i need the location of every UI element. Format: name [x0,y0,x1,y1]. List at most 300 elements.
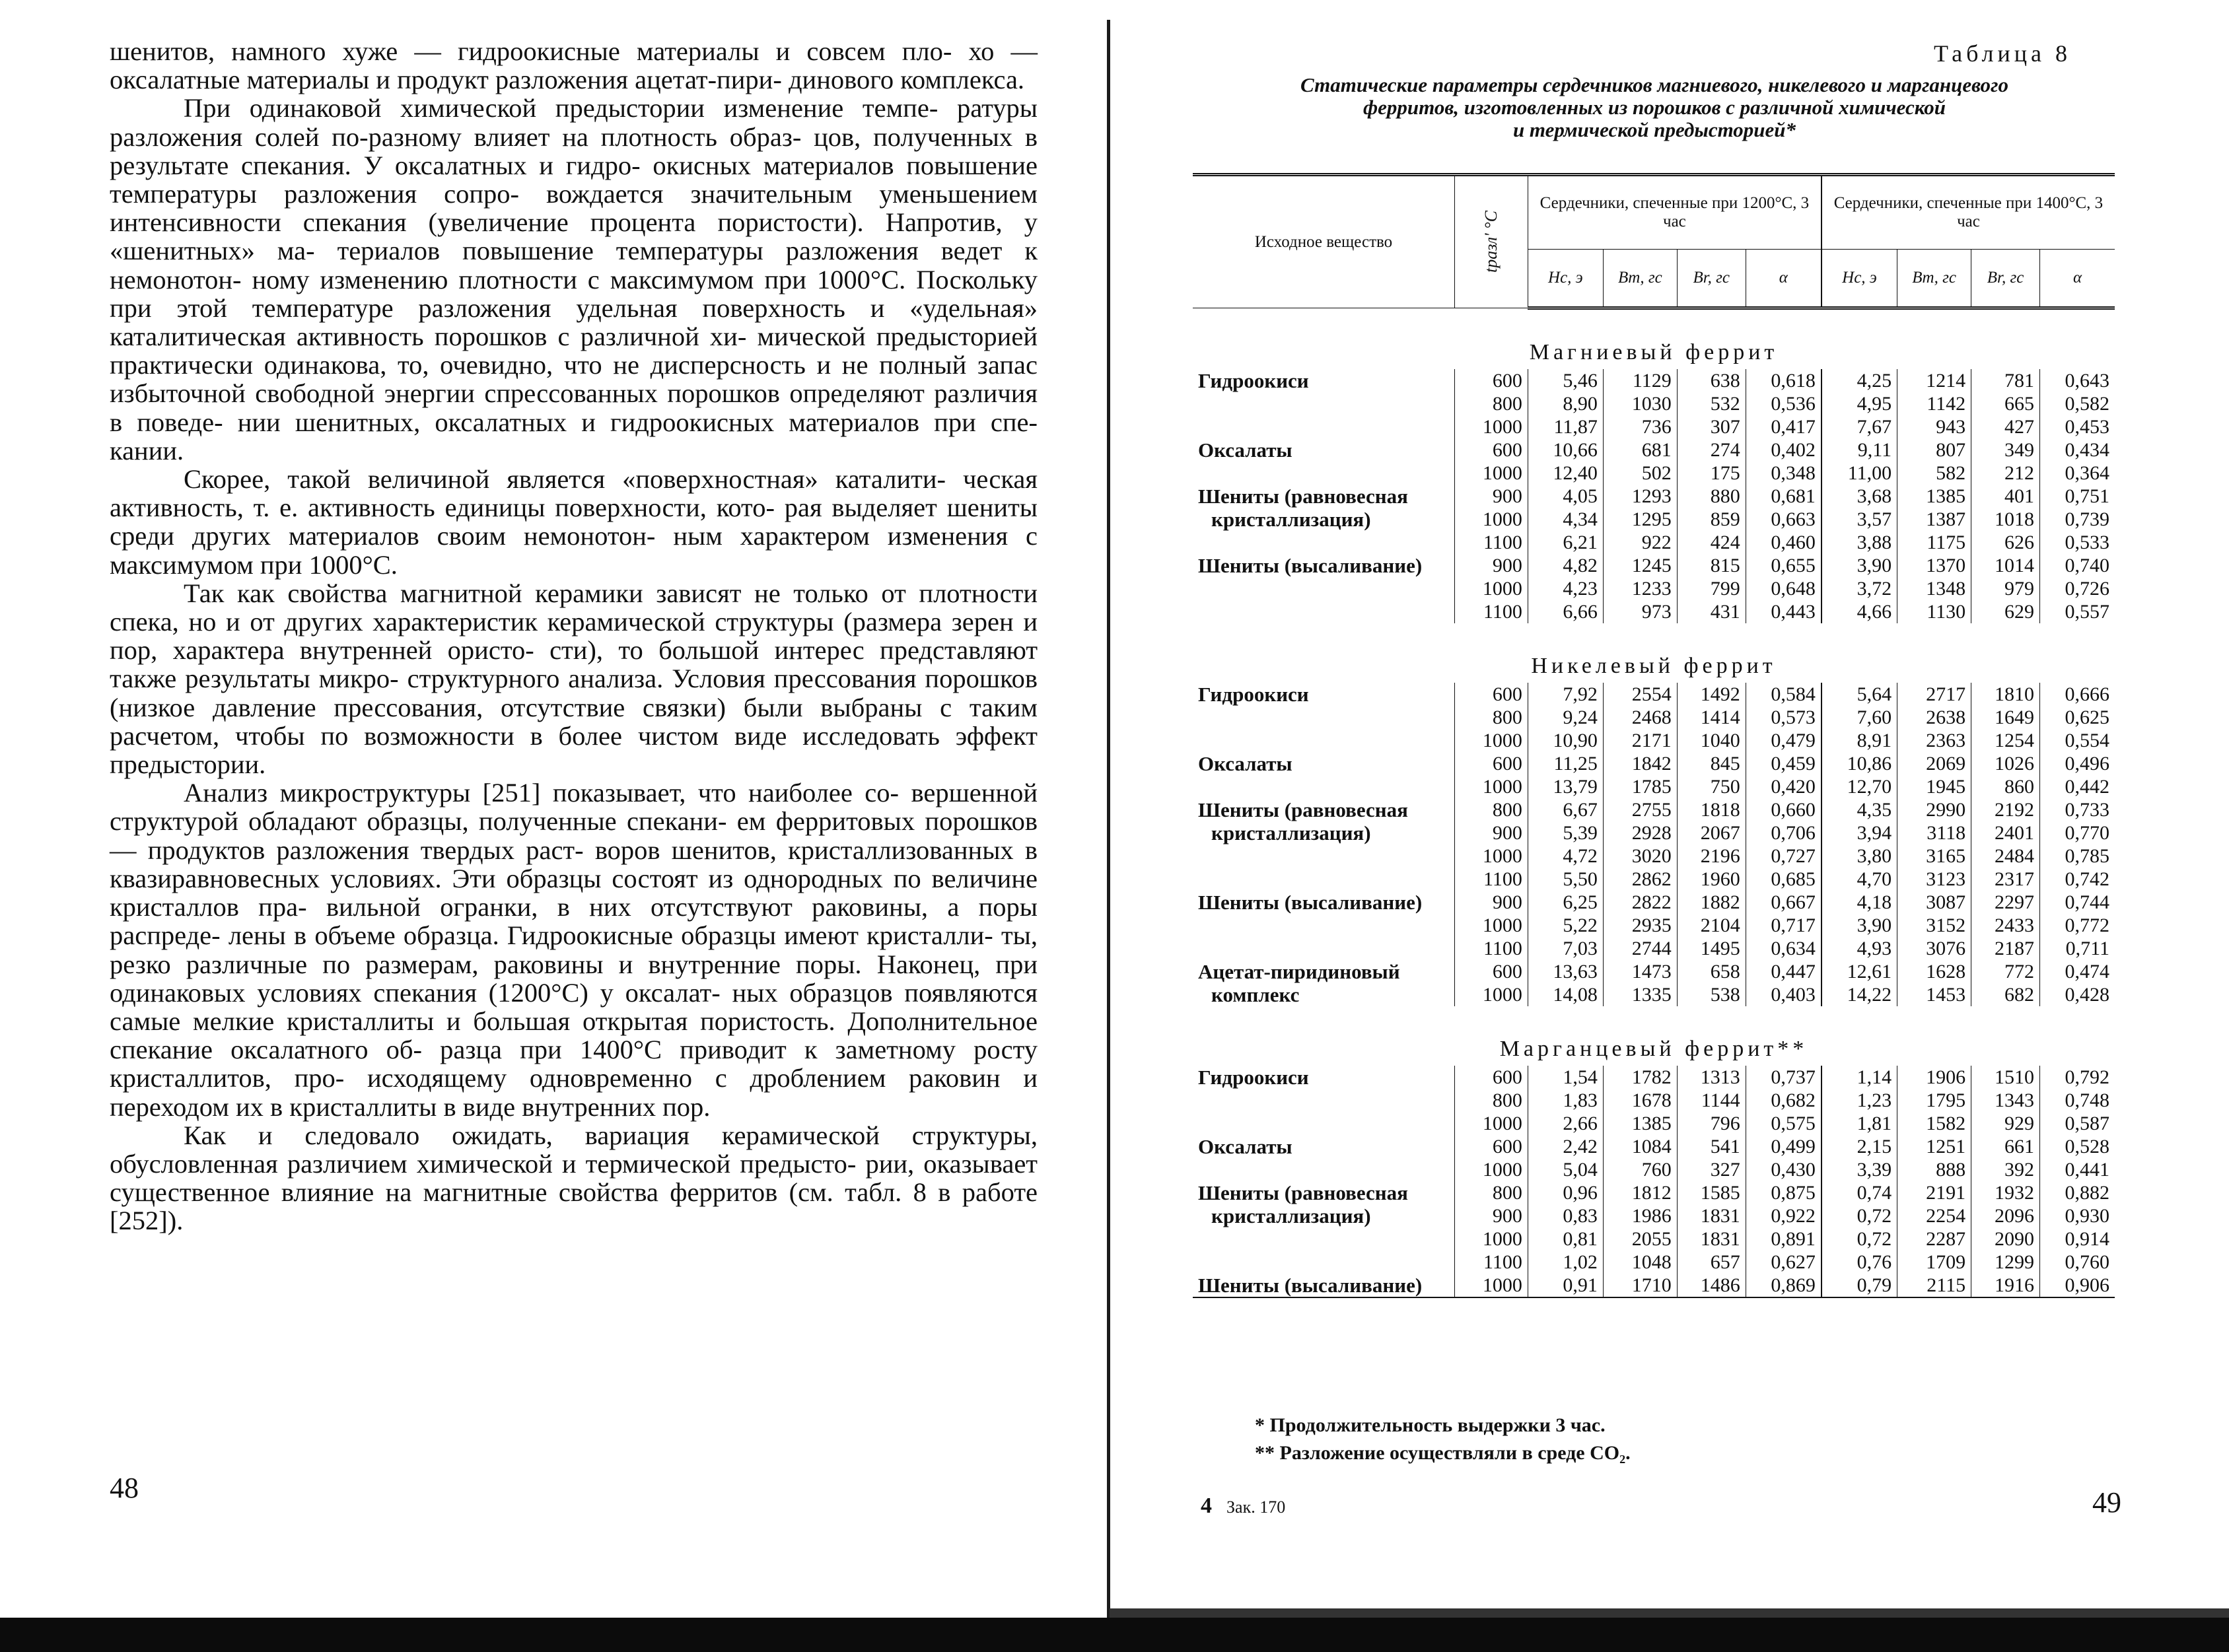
table-cell: 0,792 [2040,1066,2115,1089]
table-cell: 815 [1677,554,1746,577]
table-row [1193,775,2115,798]
table-cell: 5,64 [1822,683,1897,706]
table-cell: 2297 [1971,891,2040,914]
paragraph [110,94,1038,465]
table-cell: 0,706 [1746,821,1822,844]
table-cell: 2055 [1603,1227,1677,1251]
source-material [1193,415,1455,438]
table-row [1193,729,2115,752]
table-cell: 0,417 [1746,415,1822,438]
table-cell: 1000 [1455,775,1528,798]
table-cell: 11,25 [1528,752,1603,775]
table-cell: 2254 [1897,1204,1971,1227]
table-cell: 1084 [1603,1135,1677,1158]
table-cell: 3,80 [1822,844,1897,868]
table-cell: 638 [1677,369,1746,392]
table-cell: 2862 [1603,868,1677,891]
text-line: лены в объеме образца. Гидроокисные образцы имеют кристалли- [228,920,993,951]
table-cell: 1018 [1971,508,2040,531]
text-line: ческая активность, т. е. активность единицы поверхности, кото- [110,464,1038,523]
source-material: Шениты (равновесная [1198,798,1408,821]
table-cell: 0,660 [1746,798,1822,821]
table-cell: 900 [1455,554,1528,577]
table-cell: 4,25 [1822,369,1897,392]
table-cell: 0,922 [1746,1204,1822,1227]
table-cell: 750 [1677,775,1746,798]
table-row [1193,706,2115,729]
table-cell: 0,96 [1528,1181,1603,1204]
table-cell: 1245 [1603,554,1677,577]
table-row [1193,1274,2115,1297]
table-cell: 5,22 [1528,914,1603,937]
text-line: сти), то большой интерес представляют также результаты микро- [110,635,1038,694]
paragraph [110,579,1038,778]
table-cell: 781 [1971,369,2040,392]
text-line: окисных материалов повышение температуры разложения сопро- [110,150,1038,209]
source-material: Оксалаты [1198,1135,1292,1158]
text-line: разца при 1400°С приводит к заметному росту кристаллитов, про- [110,1035,1038,1093]
table-cell: 760 [1603,1158,1677,1181]
table-cell: 0,91 [1528,1274,1603,1297]
source-material [1193,1251,1455,1274]
table-cell: 0,443 [1746,600,1822,623]
table-cell: 1000 [1455,844,1528,868]
footnotes [1255,1412,1631,1467]
table-cell: 424 [1677,531,1746,554]
table-cell: 2554 [1603,683,1677,706]
table-cell: 1030 [1603,392,1677,415]
source-material: кристаллизация) [1211,1204,1371,1227]
text-line: ному изменению плотности с максимумом при 1000°С. Поскольку [252,264,1038,294]
page-number-left: 48 [110,1472,139,1504]
table-cell: 392 [1971,1158,2040,1181]
source-material [1193,706,1455,729]
table-cell: 9,24 [1528,706,1603,729]
table-cell: 1370 [1897,554,1971,577]
text-line: ратуры разложения солей по-разному влияет на плотность образ- [110,93,1038,152]
source-material [1193,844,1455,868]
table-row [1193,508,2115,531]
text-line: Как и следовало ожидать, вариация керамической структуры, [184,1120,1038,1150]
text-line: в кристаллиты в виде внутренних пор. [270,1091,711,1122]
text-line: плотности спека, но и от других характеристик керамической [110,578,1038,637]
table-cell: 1000 [1455,1227,1528,1251]
table-row [1193,844,2115,868]
text-line: Наконец, при одинаковых условиях спекания (1200°С) у оксалат- [110,949,1038,1008]
header-hc-1400: Hc, э [1822,250,1897,308]
table-cell: 681 [1603,438,1677,462]
table-cell: 1812 [1603,1181,1677,1204]
table-cell: 600 [1455,1135,1528,1158]
source-material [1193,1112,1455,1135]
body-text [110,37,1038,1235]
source-material [1193,1158,1455,1181]
text-line: при этой температуре разложения удельная поверхность и [110,293,885,323]
source-material [1193,868,1455,891]
table-cell: 2192 [1971,798,2040,821]
table-cell: 0,533 [2040,531,2115,554]
text-line: эффект предыстории. [110,720,1038,780]
table-cell: 2069 [1897,752,1971,775]
source-material [1193,729,1455,752]
table-cell: 922 [1603,531,1677,554]
table-cell: 800 [1455,706,1528,729]
table-cell: 626 [1971,531,2040,554]
table-cell: 736 [1603,415,1677,438]
table-cell: 582 [1897,462,1971,485]
table-cell: 1582 [1897,1112,1971,1135]
table-cell: 0,666 [2040,683,2115,706]
table-cell: 973 [1603,600,1677,623]
table-cell: 772 [1971,960,2040,983]
table-cell: 2,66 [1528,1112,1603,1135]
table-cell: 0,785 [2040,844,2115,868]
table-cell: 0,869 [1746,1274,1822,1297]
source-material: кристаллизация) [1211,821,1371,844]
paragraph [110,778,1038,1120]
table-cell: 1129 [1603,369,1677,392]
table-cell: 538 [1677,983,1746,1006]
table-cell: 327 [1677,1158,1746,1181]
table-cell: 1473 [1603,960,1677,983]
section-title: Магниевый феррит [1529,340,1779,364]
table-label: Таблица 8 [1934,40,2071,67]
table-row [1193,868,2115,891]
table-cell: 307 [1677,415,1746,438]
table-cell: 0,460 [1746,531,1822,554]
table-row [1193,683,2115,706]
table-cell: 0,83 [1528,1204,1603,1227]
text-line: ных образцов появляются самые мелкие кристаллиты и большая [110,977,1038,1036]
text-line: шенитов, намного хуже — гидроокисные материалы и совсем пло- [110,36,952,66]
text-line: Скорее, такой величиной является «поверхностная» каталити- [184,464,946,495]
table-cell: 0,655 [1746,554,1822,577]
table-cell: 5,46 [1528,369,1603,392]
table-cell: 807 [1897,438,1971,462]
table-cell: 401 [1971,485,2040,508]
caption-line: и термической предысторией* [1512,118,1796,141]
table-cell: 888 [1897,1158,1971,1181]
table-row [1193,1158,2115,1181]
table-row [1193,415,2115,438]
table-cell: 2433 [1971,914,2040,937]
table-cell: 11,00 [1822,462,1897,485]
table-cell: 4,23 [1528,577,1603,600]
table-cell: 0,711 [2040,937,2115,960]
table-row [1193,1089,2115,1112]
source-material [1193,577,1455,600]
table-cell: 1048 [1603,1251,1677,1274]
text-line: исходящему одновременно с дроблением раковин и переходом их [110,1063,1038,1122]
table-cell: 14,08 [1528,983,1603,1006]
source-material [1193,600,1455,623]
table-row [1193,392,2115,415]
source-material [1193,937,1455,960]
table-cell: 4,70 [1822,868,1897,891]
table-cell: 13,63 [1528,960,1603,983]
table-cell: 1214 [1897,369,1971,392]
table-cell: 0,441 [2040,1158,2115,1181]
table-cell: 1000 [1455,1274,1528,1297]
table-cell: 0,748 [2040,1089,2115,1112]
table-cell: 0,402 [1746,438,1822,462]
table-row [1193,1112,2115,1135]
table-cell: 900 [1455,891,1528,914]
table-cell: 12,40 [1528,462,1603,485]
table-cell: 1945 [1897,775,1971,798]
source-material [1193,775,1455,798]
table-cell: 1000 [1455,1112,1528,1135]
table-cell: 2638 [1897,706,1971,729]
text-line: воров шенитов, кристаллизованных в квазиравновесных условиях. [110,835,1038,893]
table-cell: 845 [1677,752,1746,775]
text-line: ферритов (см. табл. 8 в работе [252]). [110,1177,1038,1236]
table-cell: 2755 [1603,798,1677,821]
table-cell: 4,72 [1528,844,1603,868]
table-cell: 4,95 [1822,392,1897,415]
table-cell: 3123 [1897,868,1971,891]
table-cell: 3076 [1897,937,1971,960]
table-cell: 800 [1455,1181,1528,1204]
table-cell: 0,420 [1746,775,1822,798]
table-cell: 1453 [1897,983,1971,1006]
table-cell: 532 [1677,392,1746,415]
table-row [1193,600,2115,623]
table-cell: 1026 [1971,752,2040,775]
table-cell: 0,685 [1746,868,1822,891]
source-material: комплекс [1211,983,1300,1006]
table-cell: 900 [1455,485,1528,508]
table-cell: 431 [1677,600,1746,623]
footnote: ** Разложение осуществляли в среде CO₂. [1255,1442,1631,1464]
table-cell: 800 [1455,1089,1528,1112]
table-cell: 2067 [1677,821,1746,844]
table-cell: 600 [1455,438,1528,462]
table-cell: 1385 [1603,1112,1677,1135]
table-cell: 6,21 [1528,531,1603,554]
table-cell: 1348 [1897,577,1971,600]
header-bm-1200: Bm, гс [1603,250,1677,308]
source-material: Гидроокиси [1198,1066,1309,1089]
table-row [1193,821,2115,844]
table-cell: 1842 [1603,752,1677,775]
header-bm-1400: Bm, гс [1897,250,1971,308]
table-cell: 0,643 [2040,369,2115,392]
table-cell: 11,87 [1528,415,1603,438]
table-cell: 0,528 [2040,1135,2115,1158]
source-material: Шениты (равновесная [1198,485,1408,508]
text-line: (увеличение процента пористости). Напротив, у «шенитных» ма- [110,207,1038,266]
table-cell: 4,66 [1822,600,1897,623]
table-cell: 0,627 [1746,1251,1822,1274]
table-cell: 0,428 [2040,983,2115,1006]
table-cell: 4,93 [1822,937,1897,960]
table-cell: 0,573 [1746,706,1822,729]
table-cell: 0,663 [1746,508,1822,531]
table-cell: 600 [1455,1066,1528,1089]
table-cell: 900 [1455,821,1528,844]
table-cell: 600 [1455,960,1528,983]
table-row [1193,1227,2115,1251]
text-line: хо — оксалатные материалы и продукт разложения ацетат-пири- [110,36,1038,95]
table-cell: 6,25 [1528,891,1603,914]
table-cell: 1678 [1603,1089,1677,1112]
table-cell: 0,430 [1746,1158,1822,1181]
table-cell: 880 [1677,485,1746,508]
text-line: расчетом, чтобы по возможности в более чистом виде исследовать [110,720,940,751]
text-line: Анализ микроструктуры [251] показывает, что наиболее со- [184,778,900,808]
table-cell: 0,554 [2040,729,2115,752]
table-cell: 1100 [1455,531,1528,554]
table-cell: 0,618 [1746,369,1822,392]
table-cell: 2187 [1971,937,2040,960]
table-cell: 1299 [1971,1251,2040,1274]
table-cell: 3,72 [1822,577,1897,600]
text-line: При одинаковой химической предыстории изменение темпе- [184,93,938,123]
scan-edge-shadow [1110,1608,2229,1618]
table-cell: 3118 [1897,821,1971,844]
table-cell: 0,634 [1746,937,1822,960]
table-cell: 0,682 [1746,1089,1822,1112]
table-cell: 3020 [1603,844,1677,868]
table-cell: 1100 [1455,600,1528,623]
table-cell: 0,348 [1746,462,1822,485]
table-cell: 212 [1971,462,2040,485]
table-cell: 7,03 [1528,937,1603,960]
table-cell: 0,74 [1822,1181,1897,1204]
table-cell: 0,364 [2040,462,2115,485]
table-cell: 1343 [1971,1089,2040,1112]
table-cell: 4,34 [1528,508,1603,531]
table-cell: 1000 [1455,577,1528,600]
table-cell: 2822 [1603,891,1677,914]
source-material [1193,1227,1455,1251]
text-line: вильной огранки, в них отсутствуют раковины, а поры распреде- [110,892,1038,951]
footnote: * Продолжительность выдержки 3 час. [1255,1414,1606,1436]
table-cell: 0,584 [1746,683,1822,706]
paragraph [110,1121,1038,1235]
header-source: Исходное вещество [1193,175,1455,308]
ferrite-parameters-table [1193,173,2115,1298]
table-cell: 0,914 [2040,1227,2115,1251]
table-cell: 1916 [1971,1274,2040,1297]
table-cell: 3,94 [1822,821,1897,844]
table-cell: 1142 [1897,392,1971,415]
table-cell: 5,39 [1528,821,1603,844]
table-cell: 1130 [1897,600,1971,623]
text-line: териалов повышение температуры разложения ведет к немонотон- [110,236,1038,294]
table-cell: 2317 [1971,868,2040,891]
table-cell: 1100 [1455,937,1528,960]
table-cell: 0,625 [2040,706,2115,729]
text-line: рая выделяет шениты среди других материалов своим немонотон- [110,493,1038,551]
table-cell: 5,50 [1528,868,1603,891]
table-cell: 658 [1677,960,1746,983]
text-line: «удельная» каталитическая активность порошков с различной хи- [110,293,1038,352]
table-cell: 0,76 [1822,1251,1897,1274]
table-cell: 661 [1971,1135,2040,1158]
table-row [1193,1135,2115,1158]
book-spine [1107,20,1110,1618]
table-cell: 2484 [1971,844,2040,868]
table-cell: 1000 [1455,914,1528,937]
source-material [1193,462,1455,485]
text-line: ты, резко различные по размерам, раковины и внутренние поры. [110,920,1038,979]
scan-bottom-edge [0,1618,2229,1652]
table-cell: 1492 [1677,683,1746,706]
source-material: кристаллизация) [1211,508,1371,531]
table-cell: 1882 [1677,891,1746,914]
table-row [1193,554,2115,577]
text-line: вождается значительным уменьшением интенсивности спекания [110,179,1038,238]
table-cell: 1014 [1971,554,2040,577]
source-material: Оксалаты [1198,438,1292,462]
table-row [1193,531,2115,554]
table-cell: 3,88 [1822,531,1897,554]
table-cell: 1175 [1897,531,1971,554]
table-cell: 1795 [1897,1089,1971,1112]
table-cell: 0,81 [1528,1227,1603,1251]
header-hc-1200: Hc, э [1528,250,1603,308]
table-cell: 1818 [1677,798,1746,821]
paragraph [110,37,1038,94]
table-cell: 943 [1897,415,1971,438]
table-cell: 1710 [1603,1274,1677,1297]
table-row [1193,752,2115,775]
table-cell: 0,744 [2040,891,2115,914]
table-cell: 2935 [1603,914,1677,937]
table-cell: 1782 [1603,1066,1677,1089]
table-cell: 2287 [1897,1227,1971,1251]
table-cell: 1628 [1897,960,1971,983]
table-cell: 1960 [1677,868,1746,891]
table-cell: 0,717 [1746,914,1822,937]
table-cell: 860 [1971,775,2040,798]
table-cell: 502 [1603,462,1677,485]
table-cell: 1709 [1897,1251,1971,1274]
table-cell: 4,35 [1822,798,1897,821]
table-cell: 1831 [1677,1204,1746,1227]
table-cell: 3,68 [1822,485,1897,508]
source-material: Ацетат-пиридиновый [1198,960,1400,983]
table-cell: 2401 [1971,821,2040,844]
table-cell: 600 [1455,683,1528,706]
source-material [1193,914,1455,937]
table-cell: 799 [1677,577,1746,600]
table-cell: 1100 [1455,868,1528,891]
table-cell: 2104 [1677,914,1746,937]
header-a-1200: α [1746,250,1822,308]
text-line: давление прессования, отсутствие связки) были выбраны с таким [212,692,1038,722]
header-a-1400: α [2040,250,2115,308]
table-cell: 3,90 [1822,914,1897,937]
table-cell: 0,751 [2040,485,2115,508]
table-cell: 1233 [1603,577,1677,600]
source-material: Шениты (высаливание) [1198,554,1423,577]
table-cell: 1100 [1455,1251,1528,1274]
table-row [1193,960,2115,983]
table-cell: 2744 [1603,937,1677,960]
table-cell: 12,61 [1822,960,1897,983]
table-cell: 0,772 [2040,914,2115,937]
table-cell: 682 [1971,983,2040,1006]
section-title: Никелевый феррит [1531,654,1777,678]
table-cell: 0,453 [2040,415,2115,438]
table-cell: 0,499 [1746,1135,1822,1158]
section-title: Марганцевый феррит** [1499,1037,1808,1061]
table-cell: 7,92 [1528,683,1603,706]
table-cell: 1,02 [1528,1251,1603,1274]
